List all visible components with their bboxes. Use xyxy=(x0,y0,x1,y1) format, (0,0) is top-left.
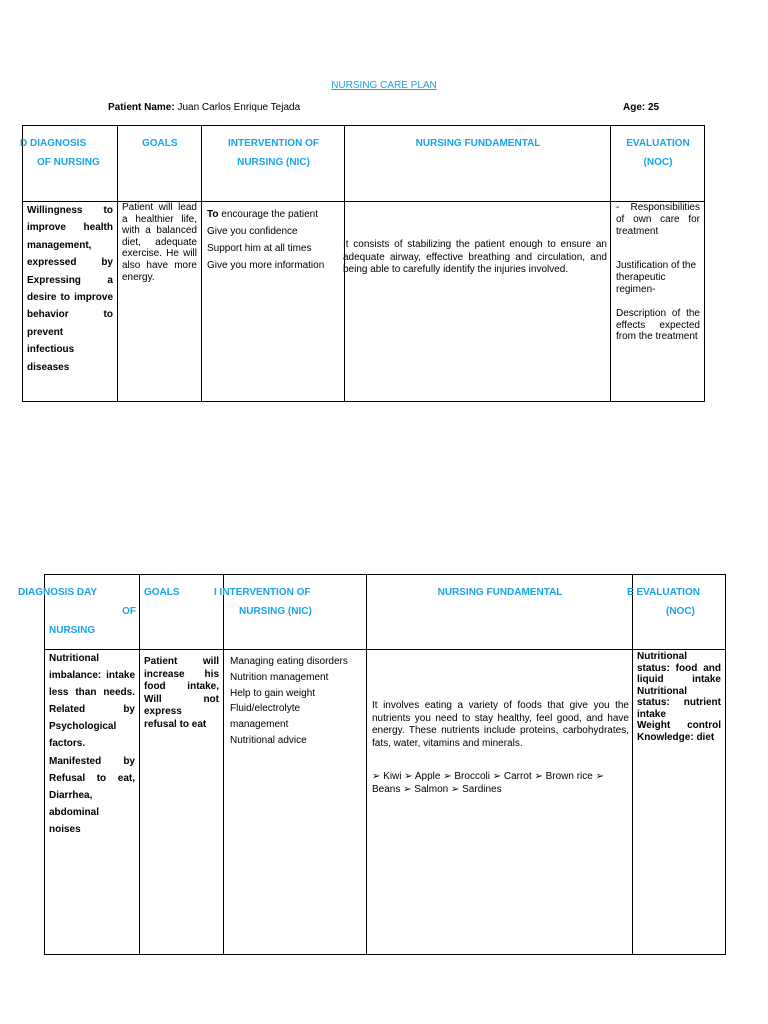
patient-name-value: Juan Carlos Enrique Tejada xyxy=(177,102,301,113)
evaluation-text-line: Nutritional xyxy=(637,651,687,662)
diagnosis-text-line: management, xyxy=(27,239,92,251)
header-goals xyxy=(140,575,224,650)
intervention-item: management xyxy=(230,719,289,731)
header-diagnosis-line1: DIAGNOSIS DAY xyxy=(18,587,98,598)
evaluation-text-line: regimen- xyxy=(616,283,656,295)
header-goals-label: GOALS xyxy=(144,587,180,598)
fundamental-text-line: being able to carefully identify the injuries involved. xyxy=(343,264,569,276)
interventions-cell xyxy=(224,650,367,955)
intervention-item: To encourage the patient xyxy=(207,209,319,220)
intervention-item: Support him at all times xyxy=(207,243,312,254)
evaluation-text-line: treatment xyxy=(616,225,659,237)
table-row xyxy=(45,650,726,955)
fundamental-text-line: fats, water, vitamins and minerals. xyxy=(372,737,523,749)
header-intervention-line2: NURSING (NIC) xyxy=(237,157,310,168)
patient-age: Age: 25 xyxy=(623,102,660,113)
diagnosis-text-line: infectious xyxy=(27,344,75,356)
intervention-item: Managing eating disorders xyxy=(230,656,348,667)
evaluation-text-line: liquid intake xyxy=(637,674,721,685)
diagnosis-text-line: behavior to xyxy=(27,309,113,321)
goals-text-line: Patient will xyxy=(144,656,219,667)
goals-text-line: increase his xyxy=(144,668,219,680)
header-diagnosis-line3: NURSING xyxy=(49,625,96,636)
header-intervention xyxy=(202,126,345,202)
interventions-cell xyxy=(202,202,345,402)
evaluation-text-line: from the treatment xyxy=(616,331,698,343)
header-intervention-line2: NURSING (NIC) xyxy=(239,606,312,617)
fundamental-text-line: adequate airway, effective breathing and circulation, and xyxy=(343,251,607,263)
fundamental-cell xyxy=(345,202,611,402)
header-evaluation-line1: E EVALUATION xyxy=(627,587,700,598)
evaluation-text-line: intake xyxy=(637,708,666,720)
header-fundamental xyxy=(345,126,611,202)
fundamental-cell xyxy=(367,650,633,955)
goals-text-line: energy. xyxy=(122,271,155,283)
patient-name-line xyxy=(108,102,300,113)
goals-text-line: refusal to eat xyxy=(144,718,207,730)
diagnosis-text-line: Nutritional xyxy=(49,653,99,664)
evaluation-text-line: Description of the xyxy=(616,307,700,319)
evaluation-cell xyxy=(633,650,726,955)
diagnosis-cell xyxy=(45,650,140,955)
header-evaluation-line2: (NOC) xyxy=(643,157,673,168)
goals-text-line: diet, adequate xyxy=(122,236,197,248)
intervention-emphasis: To xyxy=(207,209,219,220)
diagnosis-text-line: expressed by xyxy=(27,257,113,269)
foods-list-line2: Beans ➢ Salmon ➢ Sardines xyxy=(372,783,502,795)
evaluation-text-line: Justification of the xyxy=(616,260,697,272)
header-diagnosis xyxy=(18,575,140,650)
fundamental-text-line: It involves eating a variety of foods that give you the xyxy=(372,700,629,711)
diagnosis-text-line: imbalance: intake xyxy=(49,670,135,682)
header-evaluation-line1: EVALUATION xyxy=(626,138,690,149)
evaluation-text-line: therapeutic xyxy=(616,272,666,284)
intervention-item: Help to gain weight xyxy=(230,687,316,699)
header-evaluation xyxy=(627,575,726,650)
header-evaluation xyxy=(611,126,705,202)
diagnosis-text-line: Refusal to eat, xyxy=(49,772,135,784)
table-row xyxy=(23,202,705,402)
evaluation-text-line: effects expected xyxy=(616,319,700,331)
header-fundamental xyxy=(367,575,633,650)
fundamental-text-line: energy. These nutrients include proteins, carbohydrates, xyxy=(372,725,629,737)
header-intervention-line1: I INTERVENTION OF xyxy=(214,587,311,598)
header-goals-label: GOALS xyxy=(142,138,178,149)
goals-text-line: Will not xyxy=(144,693,219,705)
intervention-item: Nutritional advice xyxy=(230,734,307,746)
diagnosis-text-line: factors. xyxy=(49,738,86,750)
foods-list-line1: ➢ Kiwi ➢ Apple ➢ Broccoli ➢ Carrot ➢ Brown rice ➢ xyxy=(372,771,605,783)
goals-text-line: food intake, xyxy=(144,681,219,693)
diagnosis-text-line: Willingness to xyxy=(27,205,113,216)
patient-name-label: Patient Name: xyxy=(108,102,175,113)
goals-cell xyxy=(140,650,224,955)
evaluation-text-line: Nutritional xyxy=(637,685,687,697)
fundamental-text-line: nutrients you need to stay healthy, feel good, and have xyxy=(372,712,629,724)
evaluation-text-line: Knowledge: diet xyxy=(637,731,715,743)
diagnosis-text-line: Manifested by xyxy=(49,755,135,767)
goals-text-line: also have more xyxy=(122,259,197,271)
evaluation-text-line: - Responsibilities xyxy=(616,202,700,213)
diagnosis-text-line: diseases xyxy=(27,361,70,373)
goals-text-line: express xyxy=(144,706,182,718)
diagnosis-text-line: prevent xyxy=(27,326,64,338)
document-title: NURSING CARE PLAN xyxy=(331,80,437,91)
diagnosis-text-line: Psychological xyxy=(49,721,117,733)
fundamental-text-line: It consists of stabilizing the patient enough to ensure an xyxy=(343,239,607,250)
header-fundamental-label: NURSING FUNDAMENTAL xyxy=(415,138,541,149)
diagnosis-text-line: Diarrhea, xyxy=(49,789,93,801)
diagnosis-text-line: abdominal xyxy=(49,806,100,818)
header-diagnosis xyxy=(20,126,118,202)
diagnosis-text-line: noises xyxy=(49,823,81,835)
evaluation-text-line: status: nutrient xyxy=(637,697,721,708)
care-plan-table-2 xyxy=(18,574,726,955)
diagnosis-text-line: less than needs. xyxy=(49,687,135,699)
goals-cell xyxy=(118,202,202,402)
header-evaluation-line2: (NOC) xyxy=(666,606,695,617)
intervention-item: Give you more information xyxy=(207,260,325,271)
header-intervention xyxy=(214,575,367,650)
goals-text-line: with a balanced xyxy=(122,225,197,237)
evaluation-cell xyxy=(611,202,705,402)
intervention-item: Give you confidence xyxy=(207,226,298,237)
intervention-item: Fluid/electrolyte xyxy=(230,703,301,715)
care-plan-table-1 xyxy=(22,125,705,402)
table-header-row xyxy=(45,575,726,650)
diagnosis-text-line: Related by xyxy=(49,704,135,716)
diagnosis-text-line: improve health xyxy=(27,222,113,234)
evaluation-text-line: of own care for xyxy=(616,213,700,225)
diagnosis-text-line: Expressing a xyxy=(27,274,113,286)
goals-text-line: Patient will lead xyxy=(122,202,197,213)
intervention-item: Nutrition management xyxy=(230,671,329,683)
goals-text-line: a healthier life, xyxy=(122,213,197,225)
header-diagnosis-line1: D DIAGNOSIS xyxy=(20,138,87,149)
header-goals xyxy=(118,126,202,202)
diagnosis-text-line: desire to improve xyxy=(27,292,113,304)
header-fundamental-label: NURSING FUNDAMENTAL xyxy=(437,587,563,598)
evaluation-text-line: Weight control xyxy=(637,720,721,731)
evaluation-text-line: status: food and xyxy=(637,662,721,674)
header-intervention-line1: INTERVENTION OF xyxy=(228,138,319,149)
header-diagnosis-line2: OF xyxy=(122,606,136,617)
table-header-row xyxy=(23,126,705,202)
header-diagnosis-line2: OF NURSING xyxy=(37,157,100,168)
goals-text-line: exercise. He will xyxy=(122,248,197,260)
diagnosis-cell xyxy=(23,202,118,402)
